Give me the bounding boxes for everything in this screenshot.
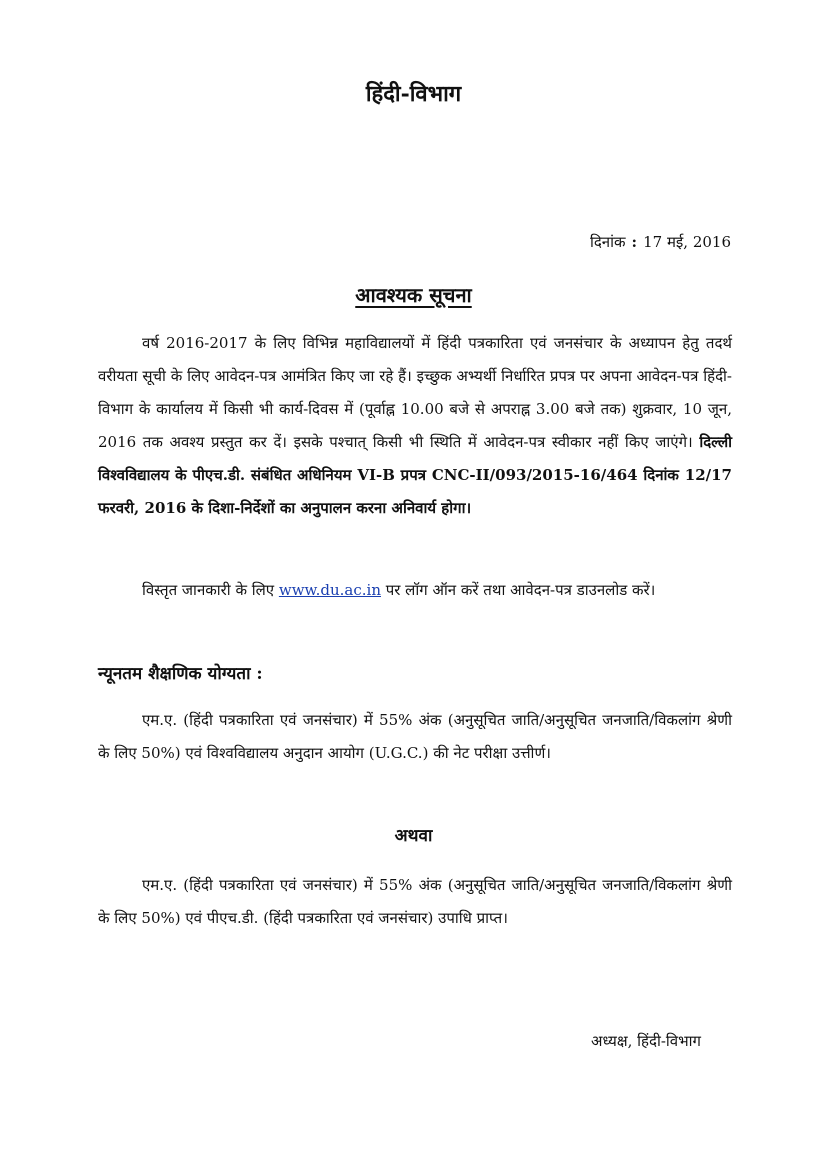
department-title: हिंदी-विभाग — [365, 81, 462, 107]
date-colon: : — [631, 233, 638, 251]
date-label: दिनांक — [589, 233, 626, 251]
qualification-option-2: एम.ए. (हिंदी पत्रकारिता एवं जनसंचार) में 55% अंक (अनुसूचित जाति/अनुसूचित जनजाति/विकलांग श्रेणी के लिए 50%) एवं पीएच.डी. (हिंदी पत्रकारिता एवं जनसंचार) उपाधि प्राप्त। — [98, 876, 732, 927]
notice-paragraph-1-text: वर्ष 2016-2017 के लिए विभिन्न महाविद्यालयों में हिंदी पत्रकारिता एवं जनसंचार के अध्यापन हेतु तदर्थ वरीयता सूची के लिए आवेदन-पत्र आमंत्रित किए जा रहे हैं। इच्छुक अभ्यर्थी निर्धारित प्रपत्र पर अपना आवेदन-पत्र हिंदी-विभाग के कार्यालय में किसी भी कार्य-दिवस में (पूर्वाह्न 10.00 बजे से अपराह्न 3.00 बजे तक) शुक्रवार, 10 जून, 2016 तक अवश्य प्रस्तुत कर दें। इसके पश्चात् किसी भी स्थिति में आवेदन-पत्र स्वीकार नहीं किए जाएंगे। — [98, 334, 732, 451]
notice-heading-text: आवश्यक सूचना — [355, 283, 472, 307]
date-value: 17 मई, 2016 — [643, 233, 731, 251]
date-line — [590, 232, 731, 252]
notice-paragraph-2-before: विस्तृत जानकारी के लिए — [142, 581, 279, 599]
notice-paragraph-1 — [98, 327, 732, 525]
signature: अध्यक्ष, हिंदी-विभाग — [591, 1032, 701, 1050]
website-link[interactable]: www.du.ac.in — [278, 581, 381, 599]
notice-paragraph-1-bold: दिल्ली विश्वविद्यालय के पीएच.डी. संबंधित अधिनियम VI-B प्रपत्र CNC-II/093/2015-16/464 दिनांक 12/17 फरवरी, 2016 के दिशा-निर्देशों का अनुपालन करना अनिवार्य होगा। — [98, 433, 732, 517]
or-separator: अथवा — [394, 826, 433, 846]
qualification-heading: न्यूनतम शैक्षणिक योग्यता : — [98, 664, 263, 684]
notice-heading — [0, 281, 827, 308]
notice-paragraph-2-after: पर लॉग ऑन करें तथा आवेदन-पत्र डाउनलोड करें। — [380, 581, 656, 599]
qualification-option-1: एम.ए. (हिंदी पत्रकारिता एवं जनसंचार) में 55% अंक (अनुसूचित जाति/अनुसूचित जनजाति/विकलांग श्रेणी के लिए 50%) एवं विश्वविद्यालय अनुदान आयोग (U.G.C.) की नेट परीक्षा उत्तीर्ण। — [98, 711, 732, 762]
notice-paragraph-2 — [98, 574, 732, 607]
